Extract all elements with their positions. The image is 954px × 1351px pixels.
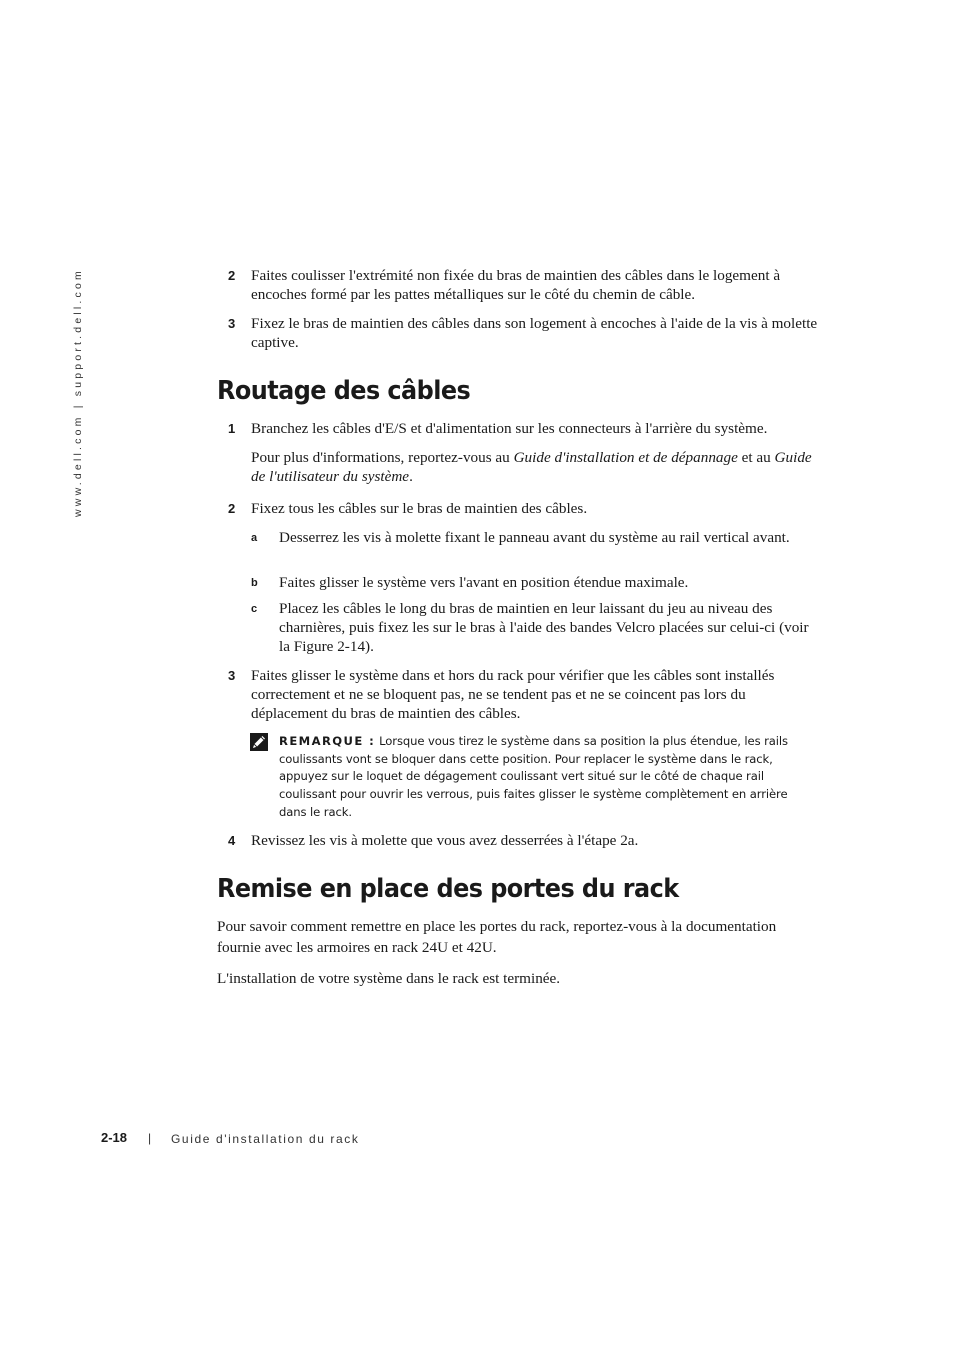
substep-text: Faites glisser le système vers l'avant en position étendue maximale. — [279, 574, 689, 591]
step-text: Revissez les vis à molette que vous avez desserrées à l'étape 2a. — [251, 832, 639, 849]
substep-letter: b — [251, 577, 258, 589]
step-text: Fixez le bras de maintien des câbles dans son logement à encoches à l'aide de la vis à molette captive. — [251, 315, 818, 351]
step-text: Faites coulisser l'extrémité non fixée du bras de maintien des câbles dans le logement à encoches formé par les pattes métalliques sur le côté du chemin de câble. — [251, 267, 781, 303]
step-text: Faites glisser le système dans et hors du rack pour vérifier que les câbles sont installés correctement et ne se bloquent pas, ne se tendent pas et ne se coincent pas lors du déplacement du bras de maintien des câbles. — [251, 667, 775, 722]
info-suffix: . — [409, 468, 413, 485]
section-heading-doors: Remise en place des portes du rack — [217, 874, 679, 904]
doors-paragraph: Pour savoir comment remettre en place les portes du rack, reportez-vous à la documentation fournie avec les armoires en rack 24U et 42U. — [217, 918, 777, 956]
note-pencil-icon — [250, 733, 268, 751]
sidebar-url: www.dell.com | support.dell.com — [72, 268, 84, 517]
step-number: 2 — [228, 501, 236, 516]
completion-paragraph: L'installation de votre système dans le rack est terminée. — [217, 970, 561, 987]
page-number: 2-18 — [101, 1130, 128, 1145]
info-middle: et au — [737, 449, 775, 466]
note-text: Lorsque vous tirez le système dans sa position la plus étendue, les rails coulissants vont se bloquer dans cette position. Pour replacer le système dans le rack, appuyez sur le loquet de dégagement coulissant vert situé sur le côté de chaque rail coulissant pour ouvrir les verrous, puis faites glisser le système complètement en arrière dans le rack. — [279, 734, 788, 819]
step-number: 2 — [228, 268, 236, 283]
step-text: Branchez les câbles d'E/S et d'alimentation sur les connecteurs à l'arrière du système. — [251, 420, 768, 437]
substep-text: Placez les câbles le long du bras de maintien en leur laissant du jeu au niveau des charnières, puis fixez les sur le bras à l'aide des bandes Velcro placées sur celui-ci (voir la Figure 2-14). — [279, 600, 809, 655]
note-block — [279, 733, 815, 822]
info-prefix: Pour plus d'informations, reportez-vous au — [251, 449, 514, 466]
substep-letter: c — [251, 603, 258, 615]
substep-text: Desserrez les vis à molette fixant le panneau avant du système au rail vertical avant. — [279, 529, 790, 546]
step-number: 1 — [228, 421, 236, 436]
step-number: 3 — [228, 668, 236, 683]
guide-title-installation: Guide d'installation et de dépannage — [513, 449, 738, 466]
section-heading-routing: Routage des câbles — [217, 376, 471, 406]
footer-separator: | — [148, 1131, 152, 1145]
guide-title-user: Guide de l'utilisateur du système — [251, 449, 812, 485]
substep-letter: a — [251, 532, 258, 544]
footer-title: Guide d'installation du rack — [171, 1132, 360, 1146]
note-label: REMARQUE : — [279, 734, 376, 748]
info-paragraph — [251, 448, 823, 486]
step-text: Fixez tous les câbles sur le bras de maintien des câbles. — [251, 500, 588, 517]
step-number: 4 — [228, 833, 236, 848]
step-number: 3 — [228, 316, 236, 331]
